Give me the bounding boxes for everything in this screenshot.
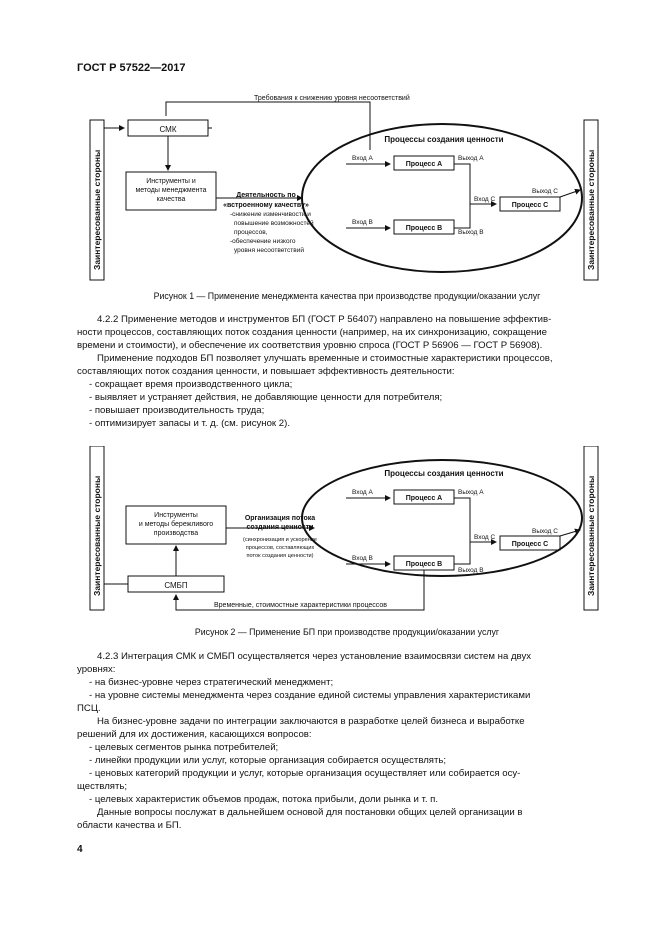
process-b-label: Процесс В bbox=[405, 225, 443, 232]
figure-2-caption: Рисунок 2 — Применение БП при производстве продукции/оказании услуг bbox=[194, 627, 500, 637]
para-423-intro-1: 4.2.3 Интеграция СМК и СМБП осуществляется через установление взаимосвязи систем на двух bbox=[97, 651, 532, 662]
activity-item-2: повышение возможностей bbox=[234, 220, 314, 227]
figure-2 bbox=[84, 446, 624, 618]
page-number: 4 bbox=[77, 844, 83, 855]
input-c-label: Вход С bbox=[474, 196, 496, 203]
business-item-2: - линейки продукции или услуг, которые организация собирается осуществлять; bbox=[89, 755, 447, 766]
output-c-arrow bbox=[560, 190, 580, 197]
ellipse-title-2: Процессы создания ценности bbox=[384, 469, 504, 478]
business-item-3: - ценовых категорий продукции и услуг, которые организация осуществляет или собирается осу- bbox=[89, 768, 521, 779]
activity-item-4: -обеспечение низкого bbox=[230, 238, 296, 245]
output-a-label: Выход А bbox=[458, 155, 484, 162]
bullet-422-3: - повышает производительность труда; bbox=[89, 405, 265, 416]
para-422-line-5: составляющих поток создания ценности, и повышает эффективность деятельности: bbox=[77, 366, 455, 377]
final-line-2: области качества и БП. bbox=[77, 820, 182, 831]
stakeholders-right-label: Заинтересованные стороны bbox=[586, 149, 596, 270]
input-b-label: Вход В bbox=[352, 219, 373, 226]
business-line-1: На бизнес-уровне задачи по интеграции заключаются в разработке целей бизнеса и выработке bbox=[97, 716, 525, 727]
bullet-422-2: - выявляет и устраняет действия, не добавляющие ценности для потребителя; bbox=[89, 392, 443, 403]
stakeholders-left-label-2: Заинтересованные стороны bbox=[92, 475, 102, 596]
activity-title-2: «встроенному качеству» bbox=[223, 202, 309, 209]
smbp-label: СМБП bbox=[164, 581, 188, 590]
para-422-line-3: времени и стоимости), и обеспечение их соответствия уровню спроса (ГОСТ Р 56906 — ГОСТ Р 56908). bbox=[77, 340, 543, 351]
process-b-label-2: Процесс В bbox=[405, 561, 443, 568]
output-a-label-2: Выход А bbox=[458, 489, 484, 496]
lean-tools-line-3: производства bbox=[153, 530, 199, 537]
para-423-intro-2: уровнях: bbox=[77, 664, 116, 675]
business-item-1: - целевых сегментов рынка потребителей; bbox=[89, 742, 279, 753]
figure-1-caption: Рисунок 1 — Применение менеджмента качества при производстве продукции/оказании услуг bbox=[153, 291, 541, 301]
process-a-label: Процесс А bbox=[405, 161, 443, 168]
qm-tools-line-2: методы менеджмента bbox=[135, 187, 207, 194]
document-header: ГОСТ Р 57522—2017 bbox=[77, 62, 186, 74]
figure-1-diagram bbox=[84, 90, 624, 282]
activity-item-3: процессов, bbox=[234, 229, 268, 236]
characteristics-label: Временные, стоимостные характеристики процессов bbox=[214, 602, 387, 609]
section-4-2-2 bbox=[77, 313, 616, 430]
level-item-2: - на уровне системы менеджмента через создание единой системы управления характеристиками bbox=[89, 690, 531, 701]
business-item-4: - целевых характеристик объемов продаж, потока прибыли, доли рынка и т. п. bbox=[89, 794, 439, 805]
lean-tools-line-1: Инструменты bbox=[154, 512, 198, 519]
flow-title-2: создания ценности bbox=[246, 524, 314, 531]
figure-2-diagram bbox=[84, 446, 624, 618]
flow-title-1: Организация потока bbox=[244, 515, 316, 522]
activity-item-5: уровня несоответствий bbox=[234, 247, 304, 254]
section-4-2-3 bbox=[77, 650, 616, 832]
level-item-2-cont: ПСЦ. bbox=[77, 703, 101, 714]
para-422-line-4: Применение подходов БП позволяет улучшать временные и стоимостные характеристики процессов, bbox=[97, 353, 553, 364]
level-item-1: - на бизнес-уровне через стратегический менеджмент; bbox=[89, 677, 334, 688]
ab-connector bbox=[454, 164, 470, 228]
ellipse-title: Процессы создания ценности bbox=[384, 135, 504, 144]
flow-item-3: поток создания ценности) bbox=[246, 553, 314, 559]
process-c-label: Процесс С bbox=[511, 202, 549, 209]
para-422-line-1: 4.2.2 Применение методов и инструментов БП (ГОСТ Р 56407) направлено на повышение эффектив- bbox=[97, 314, 552, 325]
smk-label: СМК bbox=[159, 125, 177, 134]
output-b-label: Выход В bbox=[458, 229, 484, 236]
business-item-3-cont: ществлять; bbox=[77, 781, 128, 792]
input-c-label-2: Вход С bbox=[474, 534, 496, 541]
bullet-422-1: - сокращает время производственного цикла; bbox=[89, 379, 293, 390]
activity-item-1: -снижение изменчивости и bbox=[230, 211, 311, 218]
input-b-label-2: Вход В bbox=[352, 555, 373, 562]
activity-title-1: Деятельность по bbox=[236, 192, 296, 199]
output-c-label: Выход С bbox=[532, 188, 558, 195]
output-c-label-2: Выход С bbox=[532, 528, 558, 535]
qm-tools-line-3: качества bbox=[156, 196, 186, 203]
figure-1 bbox=[84, 90, 624, 282]
stakeholders-left-label: Заинтересованные стороны bbox=[92, 149, 102, 270]
stakeholders-right-label-2: Заинтересованные стороны bbox=[586, 475, 596, 596]
value-process-ellipse bbox=[302, 124, 582, 272]
qm-tools-line-1: Инструменты и bbox=[146, 178, 196, 185]
input-a-label-2: Вход А bbox=[352, 489, 373, 496]
flow-item-2: процессов, составляющих bbox=[245, 545, 315, 551]
flow-item-1: (синхронизация и ускорение bbox=[242, 537, 318, 543]
requirements-label: Требования к снижению уровня несоответствий bbox=[254, 95, 410, 102]
bullet-422-4: - оптимизирует запасы и т. д. (см. рисунок 2). bbox=[89, 418, 290, 429]
process-c-label-2: Процесс С bbox=[511, 541, 549, 548]
para-422-line-2: ности процессов, составляющих поток создания ценности (например, на их синхронизацию, сокращение bbox=[77, 327, 547, 338]
input-a-label: Вход А bbox=[352, 155, 373, 162]
business-line-2: решений для их достижения, касающихся вопросов: bbox=[77, 729, 312, 740]
final-line-1: Данные вопросы послужат в дальнейшем основой для постановки общих целей организации в bbox=[97, 807, 523, 818]
requirements-arrow bbox=[166, 102, 370, 150]
output-b-label-2: Выход В bbox=[458, 567, 484, 574]
ab-connector-2 bbox=[454, 498, 470, 564]
process-a-label-2: Процесс А bbox=[405, 495, 443, 502]
lean-tools-line-2: и методы бережливого bbox=[138, 521, 214, 528]
